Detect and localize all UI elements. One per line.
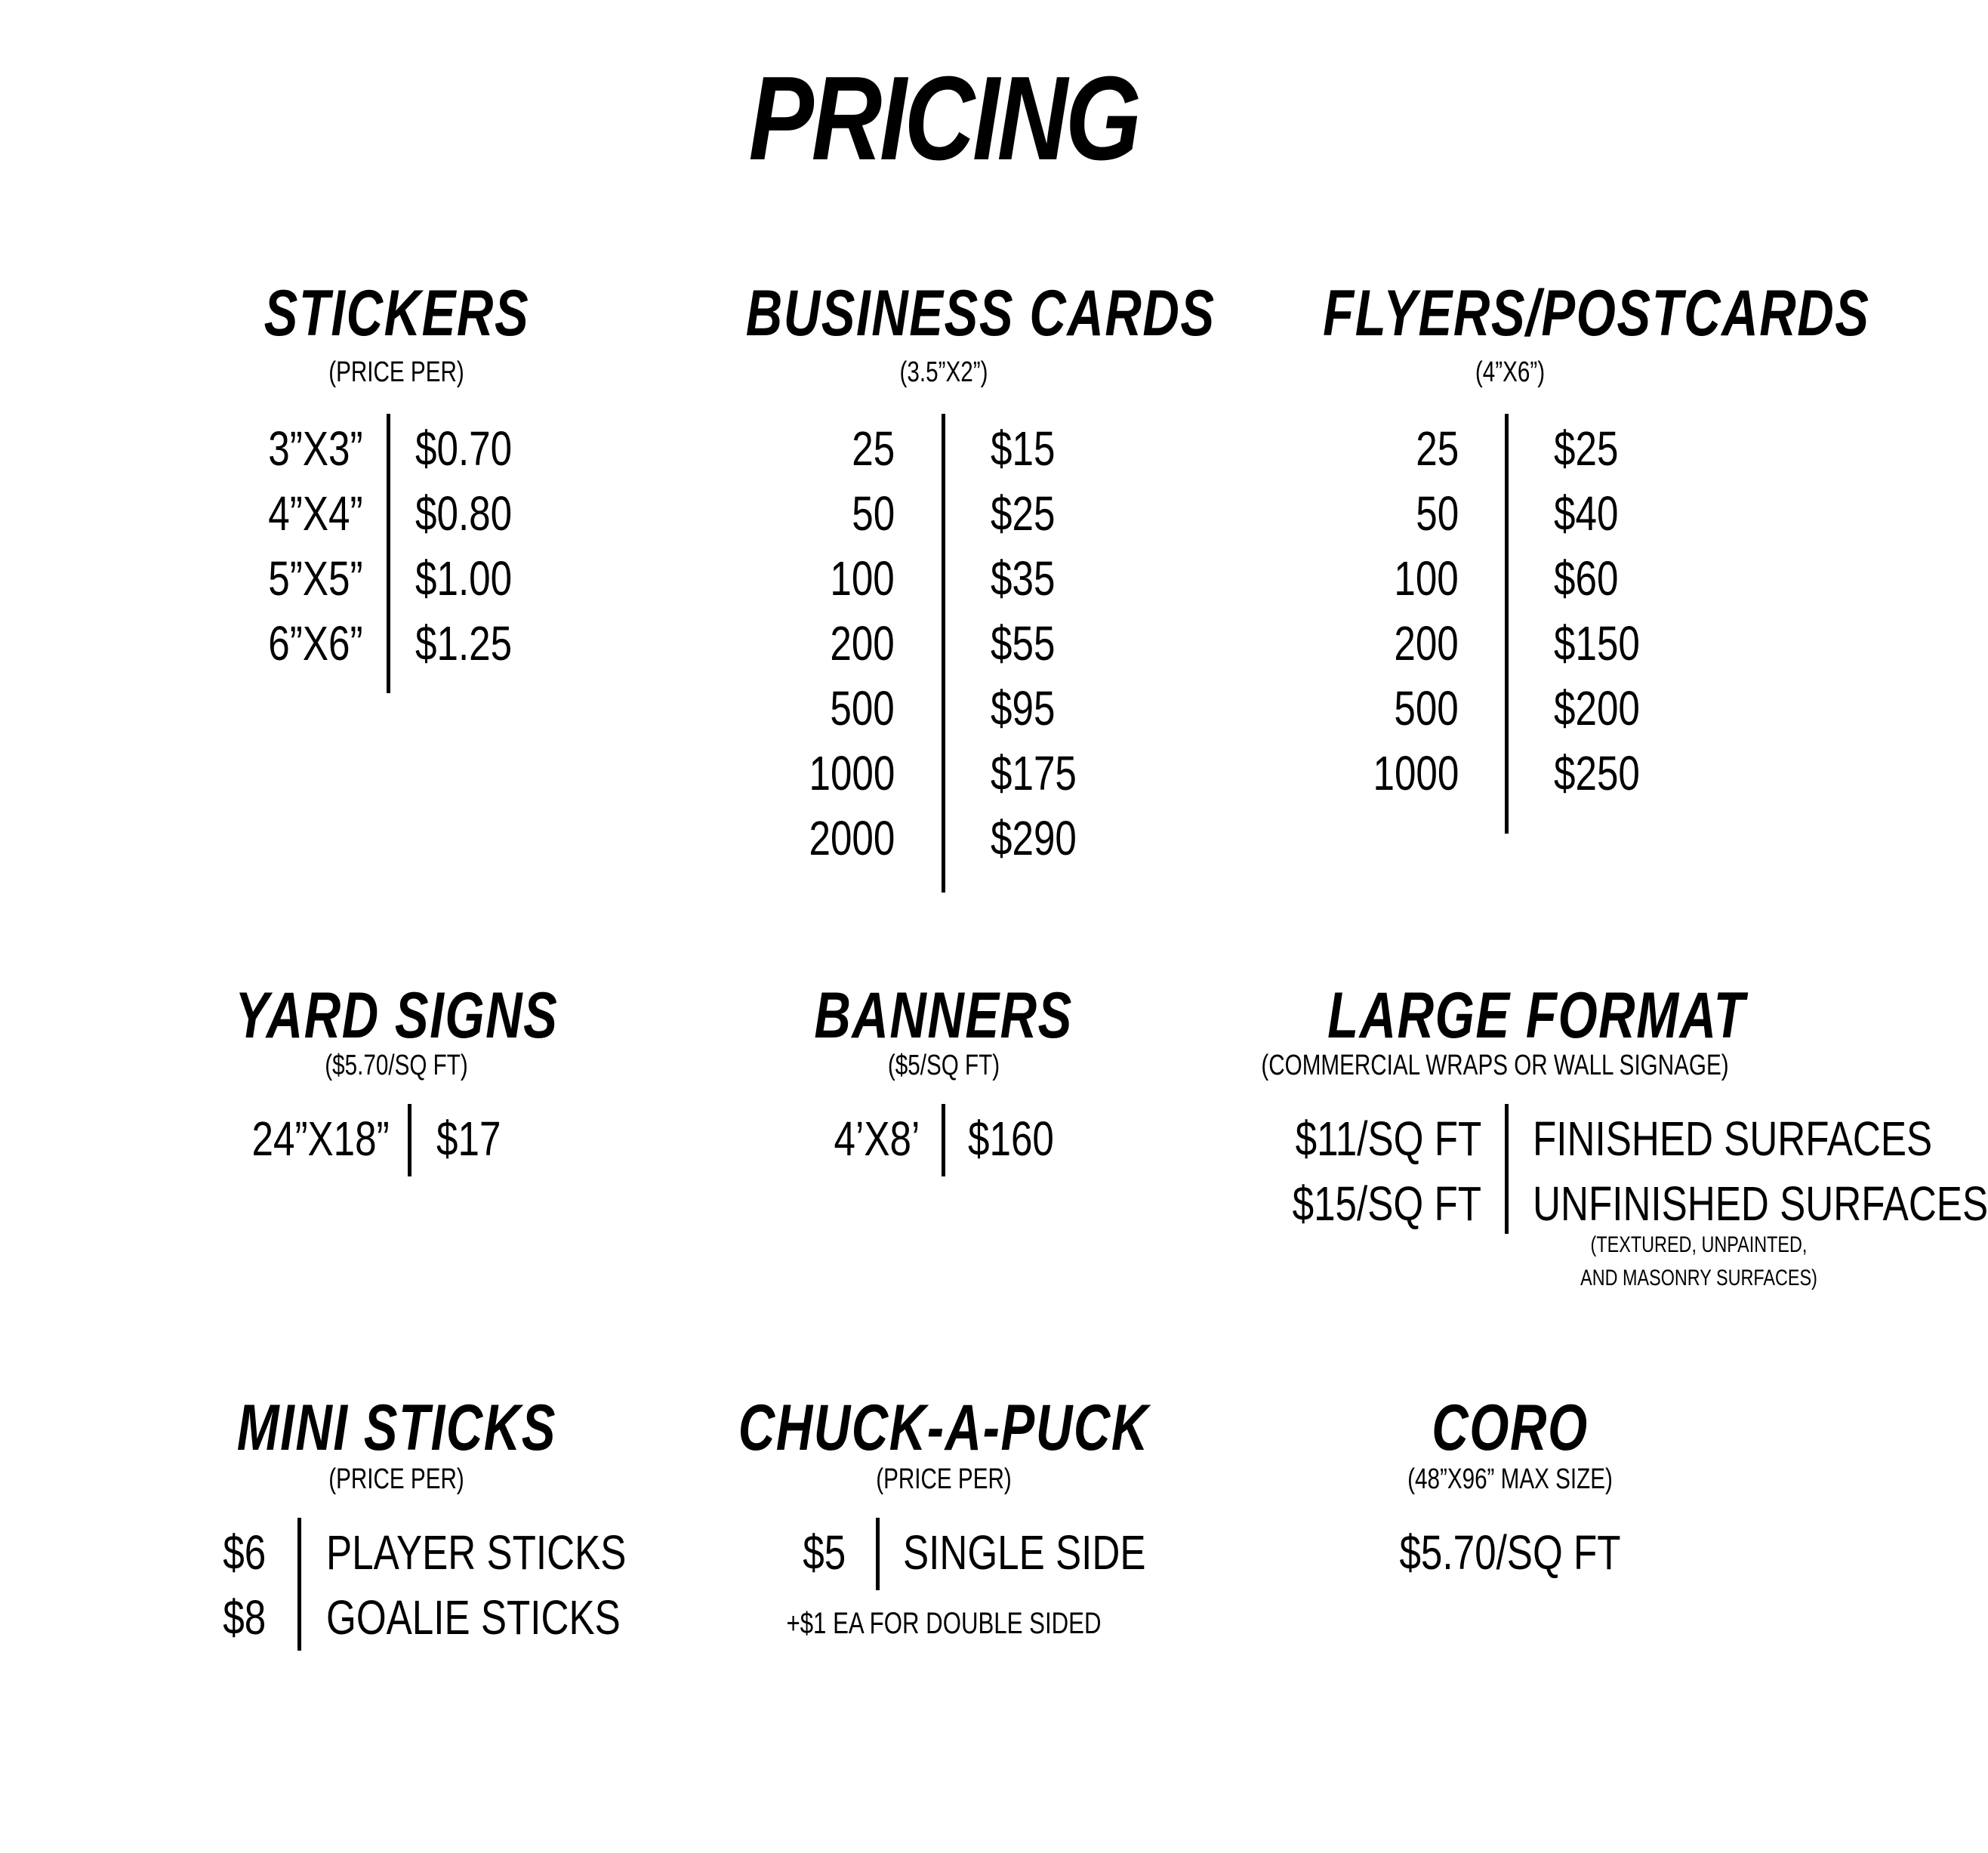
flyer-price: $250 — [1554, 746, 1640, 800]
flyer-price: $150 — [1554, 616, 1640, 671]
stickers-title: STICKERS — [264, 277, 529, 350]
flyer-price: $25 — [1554, 421, 1619, 476]
large-format-note: AND MASONRY SURFACES) — [1580, 1266, 1817, 1290]
coro-title: CORO — [1432, 1392, 1589, 1464]
business-card-qty: 1000 — [809, 746, 895, 800]
chuck-a-puck-price: $5 — [803, 1525, 846, 1580]
flyer-price: $60 — [1554, 551, 1619, 606]
mini-stick-item: PLAYER STICKS — [326, 1525, 627, 1580]
flyers-subtitle: (4”X6”) — [1475, 356, 1546, 388]
business-card-qty: 25 — [852, 421, 895, 476]
mini-stick-item: GOALIE STICKS — [326, 1590, 621, 1645]
large-format-price: $15/SQ FT — [1292, 1176, 1481, 1231]
business-cards-divider — [942, 414, 945, 893]
banner-price: $160 — [968, 1111, 1054, 1166]
sticker-price: $1.25 — [415, 616, 513, 671]
flyers-title: FLYERS/POSTCARDS — [1323, 277, 1870, 350]
large-format-surface: UNFINISHED SURFACES — [1533, 1176, 1988, 1231]
business-card-price: $55 — [991, 616, 1056, 671]
banners-subtitle: ($5/SQ FT) — [887, 1050, 1000, 1081]
business-cards-subtitle: (3.5”X2”) — [899, 356, 988, 388]
chuck-a-puck-note: +$1 EA FOR DOUBLE SIDED — [786, 1607, 1102, 1640]
yard-sign-size: 24”X18” — [251, 1111, 390, 1166]
business-card-qty: 200 — [830, 616, 895, 671]
flyer-price: $40 — [1554, 486, 1619, 541]
yard-signs-divider — [408, 1104, 411, 1176]
coro-subtitle: (48”X96” MAX SIZE) — [1407, 1463, 1613, 1495]
business-card-qty: 50 — [852, 486, 895, 541]
large-format-price: $11/SQ FT — [1295, 1111, 1481, 1166]
business-card-price: $15 — [991, 421, 1056, 476]
mini-sticks-subtitle: (PRICE PER) — [328, 1463, 464, 1495]
business-card-qty: 100 — [830, 551, 895, 606]
flyers-divider — [1505, 414, 1509, 834]
business-card-qty: 2000 — [809, 811, 895, 865]
coro-price: $5.70/SQ FT — [1399, 1525, 1621, 1580]
yard-sign-price: $17 — [436, 1111, 501, 1166]
banners-divider — [942, 1104, 945, 1176]
yard-signs-subtitle: ($5.70/SQ FT) — [325, 1050, 468, 1081]
chuck-a-puck-item: SINGLE SIDE — [903, 1525, 1146, 1580]
mini-stick-price: $6 — [223, 1525, 266, 1580]
banners-title: BANNERS — [814, 979, 1074, 1052]
chuck-a-puck-subtitle: (PRICE PER) — [876, 1463, 1012, 1495]
mini-sticks-divider — [297, 1518, 301, 1651]
flyer-qty: 25 — [1416, 421, 1459, 476]
flyer-qty: 50 — [1416, 486, 1459, 541]
sticker-price: $1.00 — [415, 551, 513, 606]
flyer-qty: 500 — [1394, 681, 1459, 735]
sticker-size: 5”X5” — [267, 551, 362, 606]
business-card-price: $35 — [991, 551, 1056, 606]
stickers-divider — [387, 414, 390, 693]
large-format-subtitle: (COMMERCIAL WRAPS OR WALL SIGNAGE) — [1261, 1050, 1729, 1081]
business-card-price: $95 — [991, 681, 1056, 735]
mini-sticks-title: MINI STICKS — [236, 1392, 556, 1464]
business-card-qty: 500 — [830, 681, 895, 735]
large-format-surface: FINISHED SURFACES — [1533, 1111, 1933, 1166]
sticker-price: $0.80 — [415, 486, 513, 541]
large-format-note: (TEXTURED, UNPAINTED, — [1590, 1232, 1808, 1257]
sticker-price: $0.70 — [415, 421, 513, 476]
flyer-qty: 200 — [1394, 616, 1459, 671]
mini-stick-price: $8 — [223, 1590, 266, 1645]
flyer-price: $200 — [1554, 681, 1640, 735]
page-title: PRICING — [748, 52, 1139, 185]
flyer-qty: 1000 — [1373, 746, 1459, 800]
business-cards-title: BUSINESS CARDS — [745, 277, 1216, 350]
business-card-price: $175 — [991, 746, 1077, 800]
chuck-a-puck-title: CHUCK-A-PUCK — [738, 1392, 1150, 1464]
flyer-qty: 100 — [1394, 551, 1459, 606]
sticker-size: 4”X4” — [267, 486, 362, 541]
yard-signs-title: YARD SIGNS — [234, 979, 559, 1052]
sticker-size: 3”X3” — [267, 421, 362, 476]
banner-size: 4’X8’ — [834, 1111, 920, 1166]
chuck-a-puck-divider — [876, 1518, 880, 1590]
business-card-price: $290 — [991, 811, 1077, 865]
business-card-price: $25 — [991, 486, 1056, 541]
large-format-divider — [1505, 1104, 1509, 1234]
large-format-title: LARGE FORMAT — [1327, 979, 1746, 1052]
sticker-size: 6”X6” — [267, 616, 362, 671]
stickers-subtitle: (PRICE PER) — [328, 356, 464, 388]
